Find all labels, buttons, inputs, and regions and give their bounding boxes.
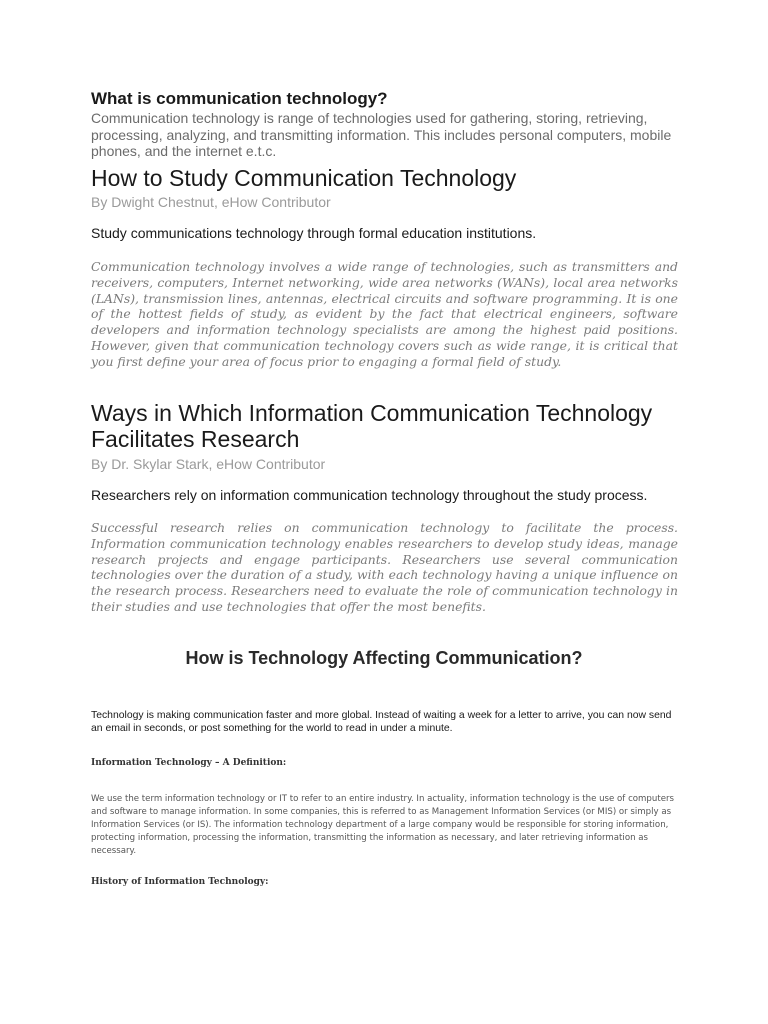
article-byline-dwight-chestnut: By Dwight Chestnut, eHow Contributor (91, 194, 331, 210)
section-body-communication-technology-definition: Communication technology is range of technologies used for gathering, storing, retrieving, processing, analyzing, and transmitting information. This includes personal computers, mobile phones, and the internet e.t.c. (91, 110, 672, 159)
article-byline-skylar-stark: By Dr. Skylar Stark, eHow Contributor (91, 456, 326, 472)
article-body-ict-research: Successful research relies on communication technology to facilitate the process. Information communication technology enables researchers to develop study ideas, manage research projects and engage participants. Researchers use several communication technologies over the duration of a study, with each technology having a unique influence on the research process. Researchers need to evaluate the role of communication technology in their studies and use technologies that offer the most benefits. (91, 520, 678, 614)
article-title-ict-facilitates-research: Ways in Which Information Communication Technology Facilitates Research (91, 400, 653, 452)
section-heading-what-is-communication-technology: What is communication technology? (91, 89, 388, 108)
section-body-technology-affecting-communication: Technology is making communication faster and more global. Instead of waiting a week for a letter to arrive, you can now send an email in seconds, or post something for the world to read in under a minute. (91, 710, 672, 734)
article-title-study-communication-technology: How to Study Communication Technology (91, 165, 517, 191)
article-body-study-communication-technology: Communication technology involves a wide range of technologies, such as transmitters and receivers, computers, Internet networking, wide area networks (WANs), local area networks (LANs), transmission lines, antennas, electrical circuits and software programming. It is one of the hottest fields of study, as evident by the fact that electrical engineers, software developers and information technology specialists are among the highest paid positions. However, given that communication technology covers such as wide range, it is critical that you first define your area of focus prior to engaging a formal field of study. (91, 259, 678, 369)
section-heading-history-of-it: History of Information Technology: (91, 877, 269, 887)
article-lead-study-communications: Study communications technology through formal education institutions. (91, 225, 537, 241)
section-heading-it-definition: Information Technology – A Definition: (91, 758, 287, 768)
section-heading-technology-affecting-communication: How is Technology Affecting Communication? (185, 648, 583, 668)
section-body-it-definition: We use the term information technology or IT to refer to an entire industry. In actuality, information technology is the use of computers and software to manage information. In some companies, this is referred to as Management Information Services (or MIS) or simply as Information Services (or IS). The information technology department of a large company would be responsible for storing information, protecting information, processing the information, transmitting the information as necessary, and later retrieving information as necessary. (91, 794, 674, 856)
article-lead-researchers-rely: Researchers rely on information communication technology throughout the study process. (91, 487, 648, 503)
